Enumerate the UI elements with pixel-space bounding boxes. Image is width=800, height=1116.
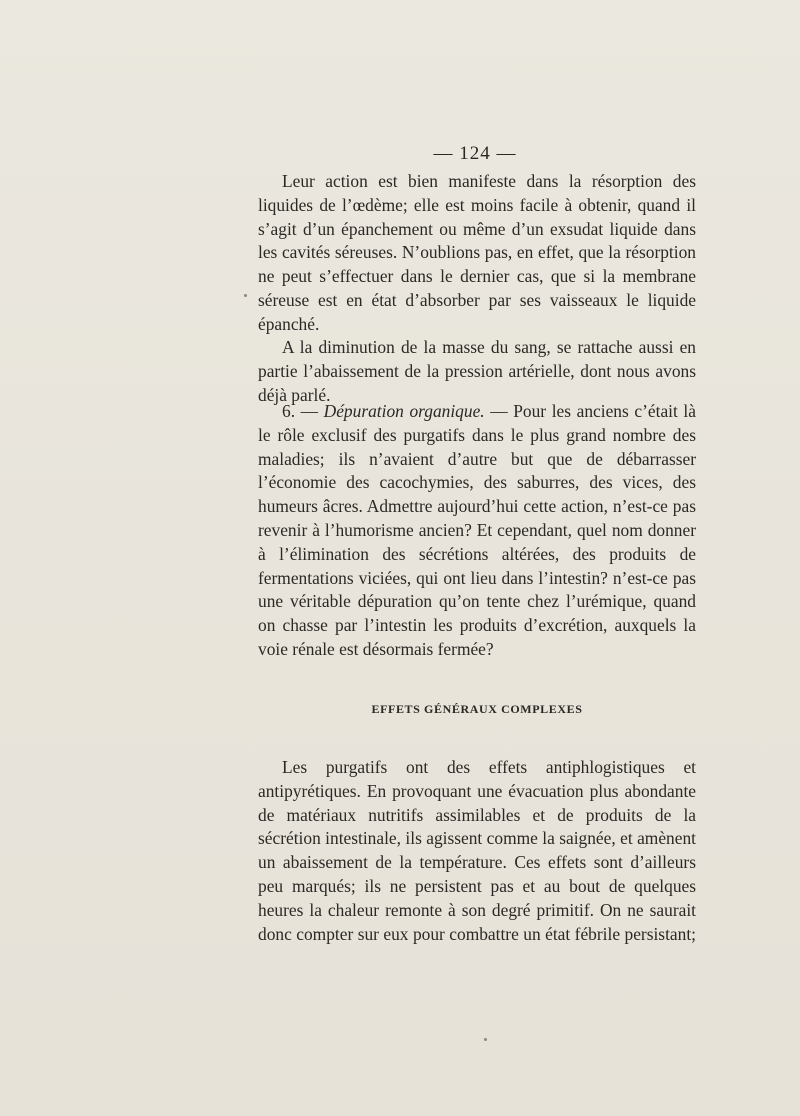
section-body: — Pour les anciens c’était là le rôle exclusif des purgatifs dans le plus grand nombre des maladies; ils n’avaient d’autre but que de débarrasser l’économie des cacochymies, des saburres, des vices, des humeurs âcres. Admettre aujourd’hui cette action, n’est-ce pas revenir à l’humorisme ancien? Et cependant, quel nom donner à l’élimination des sécrétions altérées, des produits de fermentations viciées, qui ont lieu dans l’intestin? n’est-ce pas une véritable dépuration qu’on tente chez l’urémique, quand on chasse par l’intestin les produits d’excrétion, auxquels la voie rénale est désormais fermée? [258, 401, 696, 659]
section-number: 6. — [282, 401, 319, 421]
paragraph-organic-depuration [258, 400, 696, 662]
paragraph-text: Leur action est bien manifeste dans la résorption des liquides de l’œdème; elle est moins facile à obtenir, quand il s’agit d’un épanchement ou même d’un exsudat liquide dans les cavités séreuses. N’oublions pas, en effet, que la résorption ne peut s’effectuer dans le dernier cas, que si la membrane séreuse est en état d’absorber par ses vaisseaux le liquide épanché. [258, 171, 696, 334]
paragraph-text: A la diminution de la masse du sang, se rattache aussi en partie l’abaissement de la pression artérielle, dont nous avons déjà parlé. [258, 337, 696, 405]
paragraph-text [258, 400, 696, 662]
paragraph-text: Les purgatifs ont des effets antiphlogistiques et antipyrétiques. En provoquant une évacuation plus abondante de matériaux nutritifs assimilables et de produits de la sécrétion intestinale, ils agissent comme la saignée, et amènent un abaissement de la température. Ces effets sont d’ailleurs peu marqués; ils ne persistent pas et au bout de quelques heures la chaleur remonte à son degré primitif. On ne saurait donc compter sur eux pour combattre un état fébrile persistant; [258, 757, 696, 944]
paragraph-blood-mass [258, 336, 696, 407]
paragraph-resorption [258, 170, 696, 337]
section-heading: EFFETS GÉNÉRAUX COMPLEXES [371, 702, 583, 716]
paper-speck [244, 294, 247, 297]
section-title: Dépuration organique. [323, 401, 485, 421]
paragraph-general-effects [258, 756, 696, 946]
page-number: — 124 — [433, 143, 517, 164]
paper-speck [484, 1038, 487, 1041]
